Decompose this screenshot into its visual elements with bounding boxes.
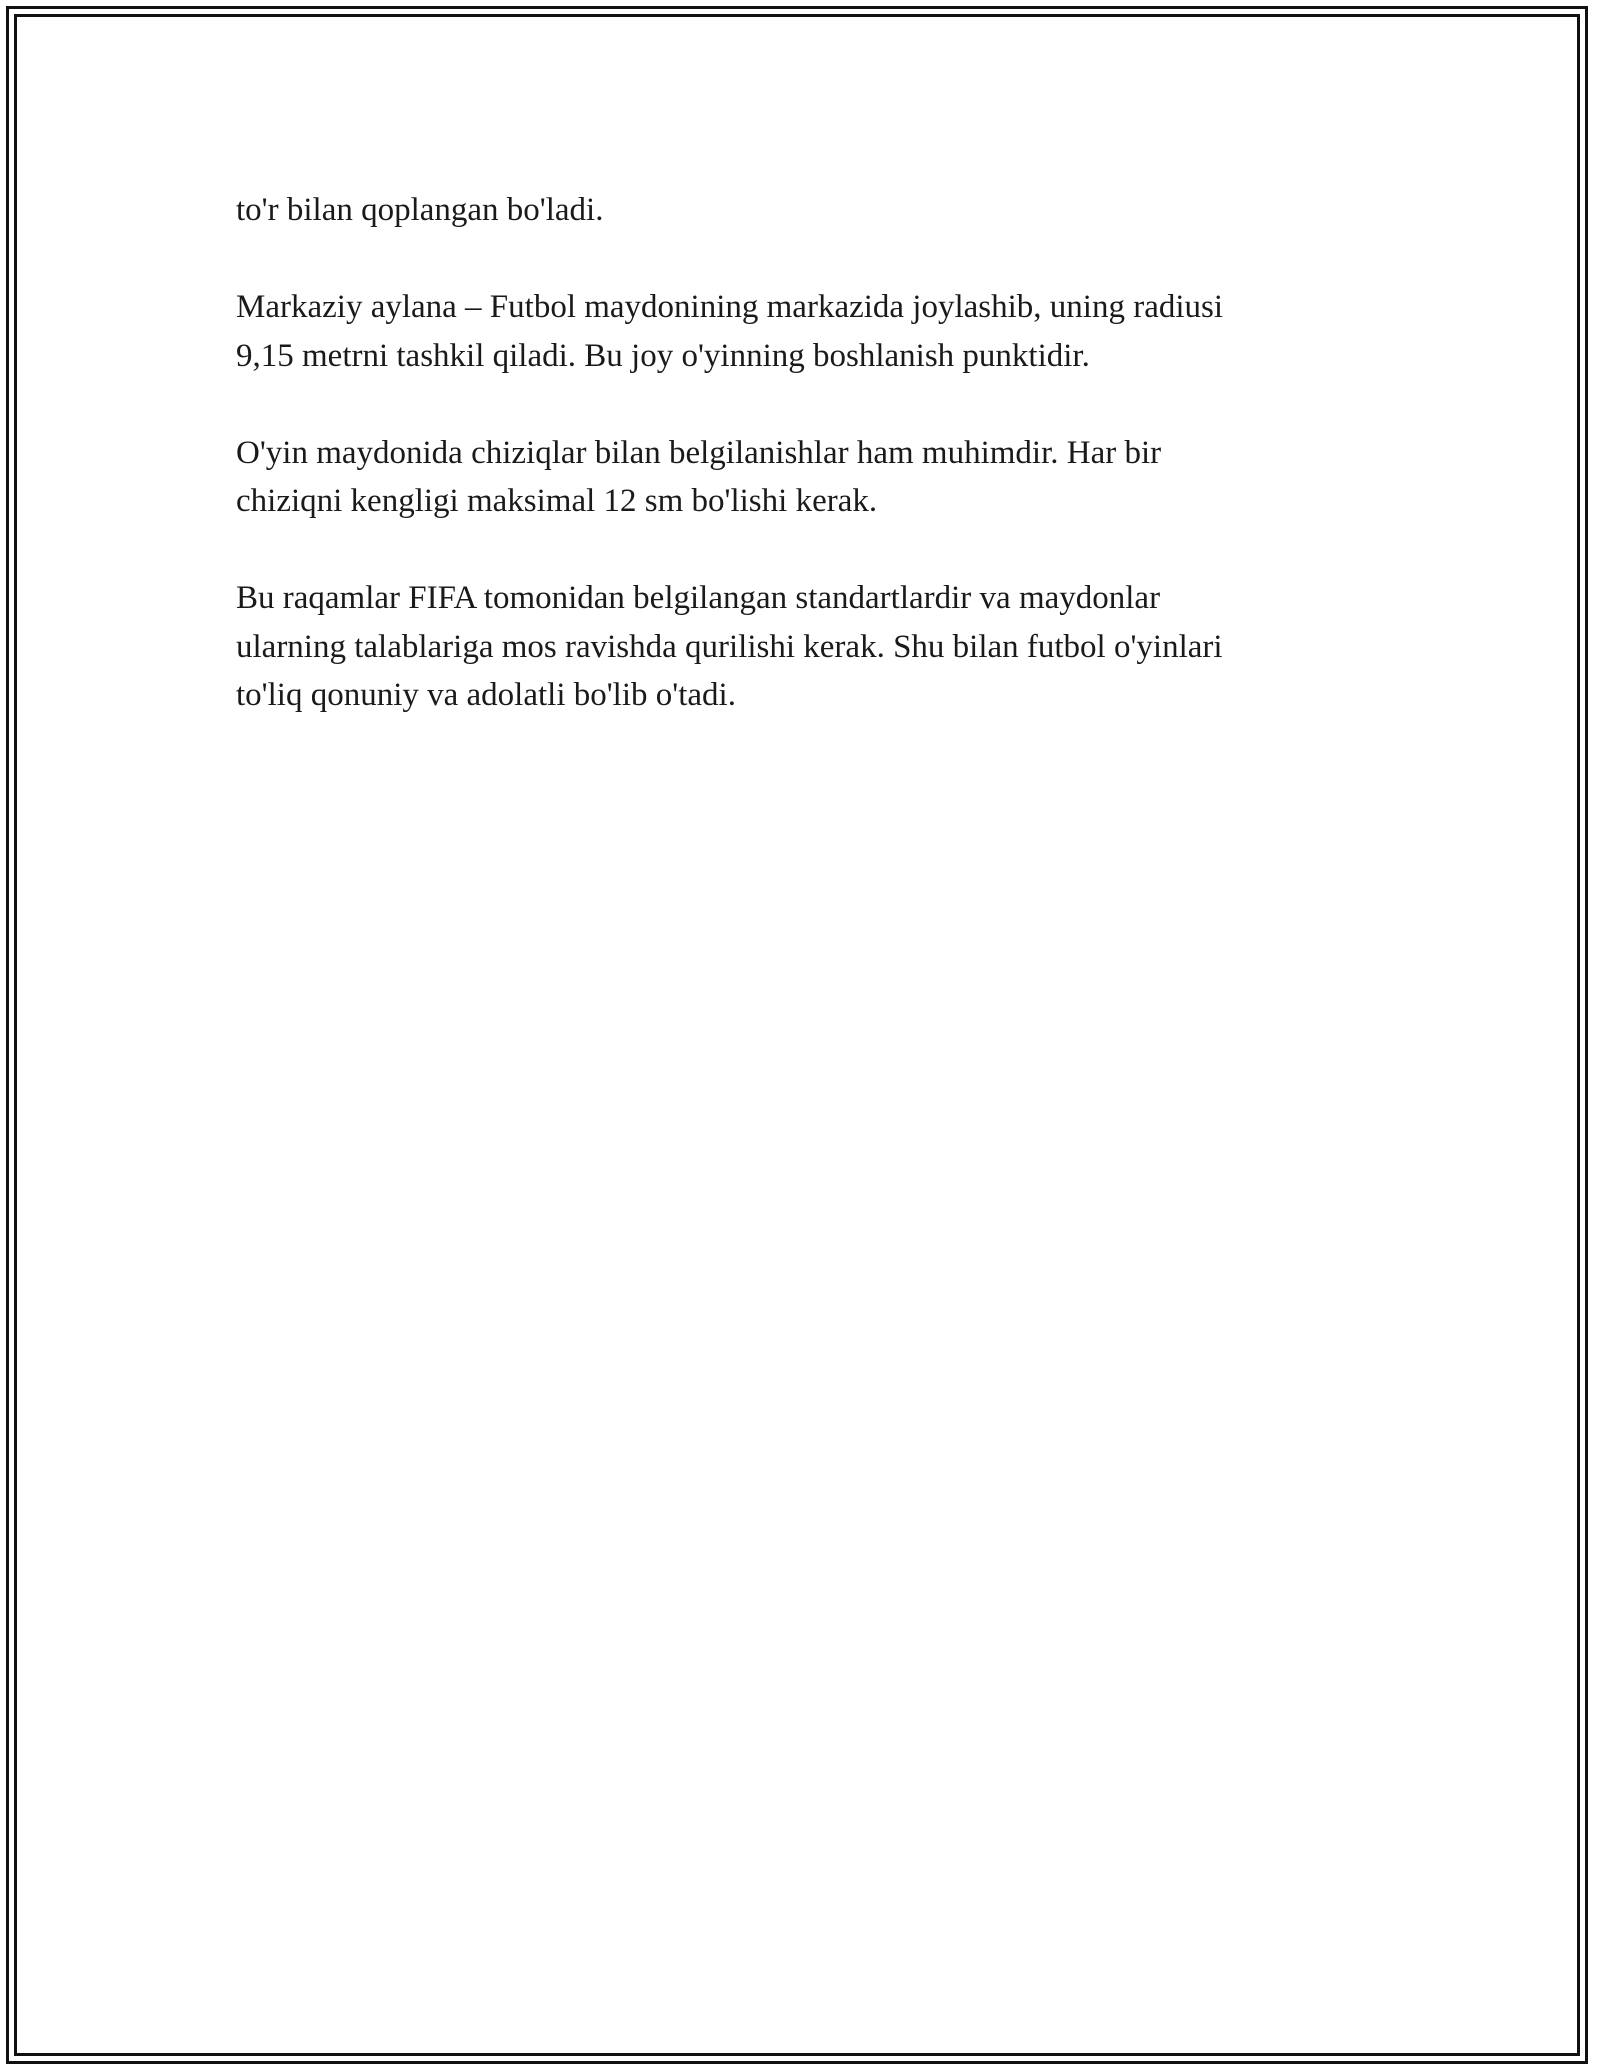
paragraph-fifa-standards: Bu raqamlar FIFA tomonidan belgilangan standartlardir va maydonlar ularning talablariga mos ravishda qurilishi kerak. Shu bilan futbol o'yinlari to'liq qonuniy va adolatli bo'lib o'tadi. (236, 580, 1223, 713)
paragraph-field-lines: O'yin maydonida chiziqlar bilan belgilanishlar ham muhimdir. Har bir chiziqni kengligi maksimal 12 sm bo'lishi kerak. (236, 434, 1162, 519)
paragraph-center-circle: Markaziy aylana – Futbol maydonining markazida joylashib, uning radiusi 9,15 metrni tashkil qiladi. Bu joy o'yinning boshlanish punktidir. (236, 289, 1224, 374)
paragraph-goal-net: to'r bilan qoplangan bo'ladi. (236, 192, 604, 228)
document-body (236, 186, 1366, 768)
